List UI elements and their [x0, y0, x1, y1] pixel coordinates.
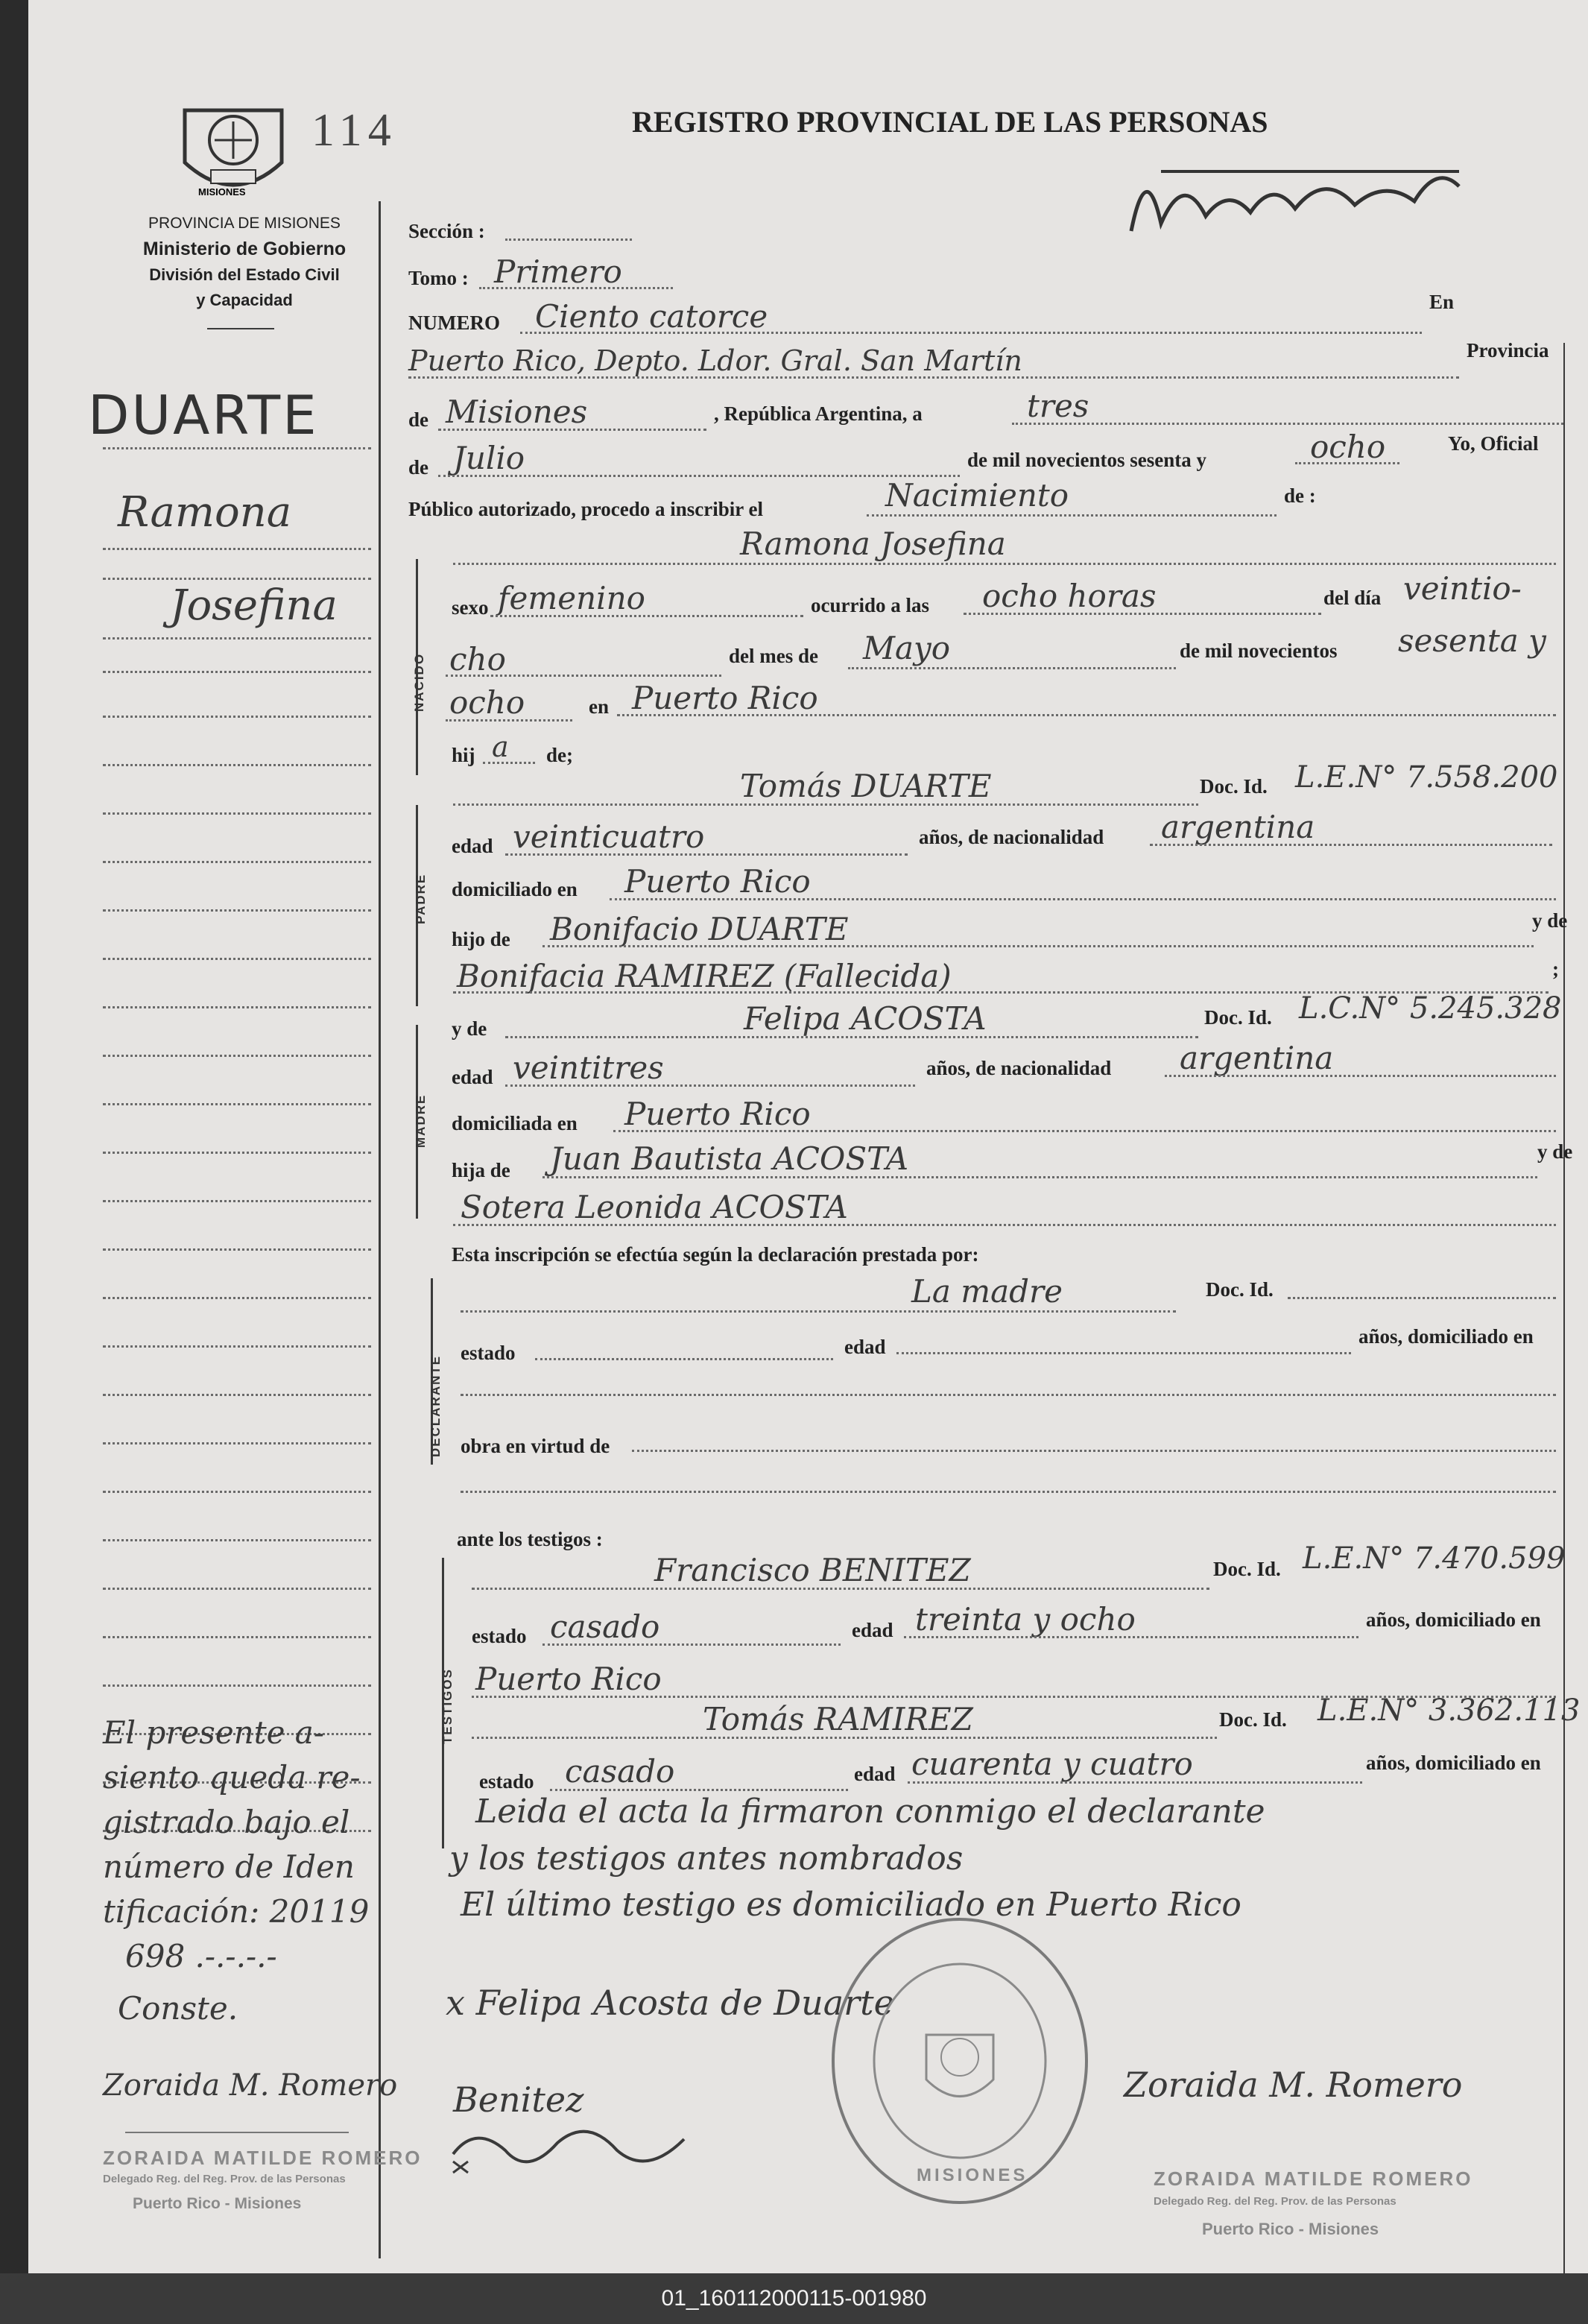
- margin-line: [103, 861, 371, 863]
- doc-id-label-2: Doc. Id.: [1204, 1006, 1272, 1029]
- testigo1-nombre-line: [472, 1588, 1209, 1590]
- obra-label: obra en virtud de: [461, 1435, 610, 1457]
- page-number: 114: [311, 105, 397, 156]
- declarante-edad-line: [896, 1352, 1351, 1354]
- testigo1-doc: L.E.N° 7.470.599: [1303, 1541, 1566, 1576]
- doc-id-label-4: Doc. Id.: [1213, 1558, 1281, 1580]
- estado-line: [535, 1358, 833, 1360]
- margin-line: [103, 1248, 371, 1251]
- padre-dom-line: [610, 898, 1556, 900]
- edad-label-5: edad: [854, 1763, 896, 1785]
- madre-madre: Sotera Leonida ACOSTA: [461, 1189, 848, 1225]
- inscripcion-label: Esta inscripción se efectúa según la declaración prestada por:: [452, 1243, 979, 1266]
- margin-line: [103, 1103, 371, 1105]
- margin-note-line: Conste.: [118, 1990, 238, 2027]
- madre-doc: L.C.N° 5.245.328: [1299, 991, 1562, 1026]
- tomo-label: Tomo :: [408, 267, 469, 289]
- numero-line: [520, 332, 1422, 334]
- margin-note-line: gistrado bajo el: [103, 1804, 350, 1840]
- testigos-label: TESTIGOS: [440, 1668, 455, 1744]
- nombre-line: [453, 563, 1556, 565]
- madre-dom-line: [613, 1130, 1556, 1132]
- doc-id-label-3: Doc. Id.: [1206, 1278, 1274, 1301]
- margin-line: [103, 812, 371, 815]
- seal-label: MISIONES: [198, 186, 246, 198]
- anio-nac-value-1: sesenta y: [1398, 622, 1546, 659]
- testigo2-estado-line: [550, 1789, 848, 1791]
- numero-label: NUMERO: [408, 312, 500, 334]
- nombre-value: Ramona Josefina: [740, 525, 1006, 562]
- margin-line: [103, 671, 371, 673]
- lugar-line: [408, 376, 1459, 379]
- officer-signature: Zoraida M. Romero: [1124, 2065, 1463, 2105]
- declarante-value: La madre: [911, 1273, 1063, 1310]
- edad-label: edad: [452, 835, 493, 857]
- bottom-stamp-place: Puerto Rico - Misiones: [1202, 2220, 1379, 2238]
- testigo2-nombre-line: [472, 1737, 1217, 1739]
- padre-nac-line: [1150, 844, 1552, 846]
- cierre-line-1: Leida el acta la firmaron conmigo el declarante: [475, 1793, 1265, 1831]
- lugar-value: Puerto Rico, Depto. Ldor. Gral. San Martín: [408, 344, 1022, 377]
- margin-line: [103, 1636, 371, 1638]
- testigo1-edad: treinta y ocho: [915, 1601, 1136, 1638]
- margin-line: [103, 1297, 371, 1299]
- margin-line: [103, 1539, 371, 1541]
- margin-line: [103, 1684, 371, 1687]
- provincia-line: [438, 429, 706, 431]
- declarante-doc-line: [1288, 1297, 1556, 1299]
- padre-padre: Bonifacio DUARTE: [550, 911, 849, 947]
- dia-value: tres: [1027, 388, 1089, 424]
- margin-line: [103, 958, 371, 960]
- margin-line: [103, 1588, 371, 1590]
- provincial-seal-icon: [170, 95, 297, 200]
- dia-nac-value-1: veintio-: [1403, 570, 1522, 607]
- margin-rule: [379, 201, 381, 2258]
- en-lbl: en: [589, 695, 609, 718]
- agency-capacity: y Capacidad: [196, 291, 293, 309]
- anos-dom-label: años, domiciliado en: [1358, 1325, 1534, 1348]
- seccion-label: Sección :: [408, 220, 485, 242]
- domiciliada-label: domiciliada en: [452, 1112, 578, 1134]
- dia-nac-value-2: cho: [449, 641, 506, 678]
- testigo1-estado-line: [542, 1643, 841, 1646]
- anos-dom-label-3: años, domiciliado en: [1366, 1752, 1541, 1774]
- anio-line: [1295, 462, 1399, 464]
- anos-nac-label-2: años, de nacionalidad: [926, 1057, 1112, 1079]
- testigo1-estado: casado: [550, 1608, 660, 1645]
- dia-line: [1012, 423, 1563, 425]
- estado-label-2: estado: [472, 1625, 527, 1647]
- padre-edad-line: [505, 853, 908, 856]
- padre-edad: veinticuatro: [513, 818, 705, 855]
- testigo2-estado: casado: [565, 1753, 675, 1790]
- mes-line: [438, 475, 960, 477]
- tomo-line: [479, 287, 673, 289]
- republica-label: , República Argentina, a: [714, 402, 923, 425]
- semicolon: ;: [1552, 958, 1559, 980]
- margin-name2: Josefina: [170, 581, 338, 630]
- padre-doc: L.E.N° 7.558.200: [1295, 760, 1558, 795]
- anio-nac-line: [446, 719, 572, 721]
- padre-nombre-line: [453, 803, 1198, 806]
- padre-nac: argentina: [1161, 809, 1315, 845]
- obra-line-2: [461, 1491, 1556, 1493]
- witness-signature: Benitez: [453, 2080, 584, 2120]
- hijo-de-label: hijo de: [452, 928, 510, 950]
- margin-line: [103, 909, 371, 912]
- margin-line: [103, 548, 371, 550]
- provincia-label: Provincia: [1467, 339, 1549, 361]
- margin-surname: DUARTE: [88, 384, 319, 446]
- margin-line: [103, 1394, 371, 1396]
- madre-nombre-line: [505, 1036, 1198, 1038]
- en-label: En: [1429, 291, 1455, 313]
- padre-label: PADRE: [414, 873, 428, 924]
- del-dia-label: del día: [1323, 587, 1382, 609]
- testigo2-edad: cuarenta y cuatro: [911, 1746, 1193, 1782]
- anos-nac-label: años, de nacionalidad: [919, 826, 1104, 848]
- mes-nac-line: [848, 667, 1176, 669]
- publico-label: Público autorizado, procedo a inscribir el: [408, 498, 763, 520]
- madre-nac: argentina: [1180, 1040, 1334, 1076]
- lugar-nac-line: [617, 714, 1556, 716]
- margin-line: [103, 1442, 371, 1444]
- madre-nombre: Felipa ACOSTA: [744, 1000, 987, 1037]
- testigo1-nombre: Francisco BENITEZ: [654, 1552, 971, 1588]
- document-page: [28, 0, 1588, 2273]
- madre-label: MADRE: [414, 1093, 428, 1148]
- padre-nombre: Tomás DUARTE: [740, 768, 992, 804]
- margin-line: [103, 1345, 371, 1348]
- de-mil-label: de mil novecientos sesenta y: [967, 449, 1206, 471]
- margin-line: [103, 578, 371, 580]
- acto-value: Nacimiento: [885, 477, 1069, 514]
- mother-signature: x Felipa Acosta de Duarte: [446, 1983, 894, 2023]
- mes-nac-value: Mayo: [863, 630, 951, 666]
- madre-edad-line: [505, 1084, 915, 1087]
- declarante-label: DECLARANTE: [428, 1354, 443, 1457]
- tomo-value: Primero: [494, 253, 622, 290]
- margin-line: [103, 447, 371, 449]
- ante-testigos-label: ante los testigos :: [457, 1528, 603, 1550]
- sexo-value: femenino: [498, 580, 645, 616]
- agency-province: PROVINCIA DE MISIONES: [148, 215, 341, 232]
- de-semicolon-label: de;: [546, 744, 573, 766]
- dia-nac-line: [446, 675, 721, 677]
- sexo-line: [490, 615, 803, 617]
- madre-edad: veintitres: [513, 1049, 664, 1086]
- bottom-stamp-name: ZORAIDA MATILDE ROMERO: [1154, 2167, 1473, 2190]
- edad-label-2: edad: [452, 1066, 493, 1088]
- right-rule: [1563, 343, 1565, 2281]
- madre-madre-line: [453, 1224, 1556, 1226]
- ocurrido-label: ocurrido a las: [811, 594, 929, 616]
- mes-value: Julio: [453, 440, 525, 476]
- agency-ministry: Ministerio de Gobierno: [142, 239, 347, 259]
- de-label-2: de: [408, 456, 428, 479]
- declarante-dom-line: [461, 1394, 1556, 1396]
- bottom-stamp-title: Delegado Reg. del Reg. Prov. de las Personas: [1154, 2195, 1396, 2208]
- lugar-nac-value: Puerto Rico: [632, 680, 818, 716]
- margin-line: [103, 1152, 371, 1154]
- doc-id-label-5: Doc. Id.: [1219, 1708, 1287, 1731]
- hija-de-label: hija de: [452, 1159, 510, 1181]
- testigo2-nombre: Tomás RAMIREZ: [703, 1701, 973, 1737]
- yo-oficial-label: Yo, Oficial: [1448, 432, 1539, 455]
- cierre-line-2: y los testigos antes nombrados: [449, 1840, 964, 1878]
- testigo1-dom: Puerto Rico: [475, 1661, 662, 1697]
- margin-line: [103, 637, 371, 640]
- testigo2-edad-line: [908, 1781, 1362, 1784]
- sexo-label: sexo: [452, 596, 489, 619]
- anio-value: ocho: [1310, 429, 1386, 465]
- estado-label: estado: [461, 1342, 516, 1364]
- margin-line: [103, 1491, 371, 1493]
- testigo2-doc: L.E.N° 3.362.113: [1317, 1693, 1581, 1728]
- de-mil-2-label: de mil novecientos: [1180, 640, 1338, 662]
- madre-nac-line: [1165, 1075, 1556, 1077]
- witness-signature-2: [446, 2109, 714, 2191]
- declarante-line: [461, 1310, 1176, 1313]
- seccion-line: [505, 239, 632, 241]
- domiciliado-label: domiciliado en: [452, 878, 578, 900]
- padre-dom: Puerto Rico: [624, 863, 811, 900]
- provincia-value: Misiones: [446, 394, 588, 430]
- estado-label-3: estado: [479, 1770, 534, 1793]
- y-de-label-2: y de: [452, 1017, 487, 1040]
- margin-stamp-place: Puerto Rico - Misiones: [133, 2195, 302, 2212]
- margin-name1: Ramona: [118, 488, 292, 537]
- edad-label-3: edad: [844, 1336, 886, 1358]
- hora-value: ocho horas: [982, 578, 1157, 614]
- nacido-label: NACIDO: [412, 652, 426, 712]
- margin-signature: Zoraida M. Romero: [103, 2068, 398, 2103]
- margin-line: [103, 716, 371, 718]
- anos-dom-label-2: años, domiciliado en: [1366, 1608, 1541, 1631]
- hij-label: hij: [452, 744, 475, 766]
- hij-line: [483, 762, 535, 764]
- numero-value: Ciento catorce: [535, 298, 768, 335]
- hora-line: [964, 613, 1321, 615]
- margin-line: [103, 1055, 371, 1057]
- madre-dom: Puerto Rico: [624, 1096, 811, 1132]
- image-id-footer: 01_160112000115-001980: [0, 2273, 1588, 2324]
- doc-id-label: Doc. Id.: [1200, 775, 1268, 798]
- y-de-label-3: y de: [1537, 1140, 1573, 1163]
- del-mes-label: del mes de: [729, 645, 818, 667]
- margin-note-line: número de Iden: [103, 1848, 355, 1885]
- de-label: de: [408, 408, 428, 431]
- margin-line: [103, 764, 371, 766]
- obra-line: [632, 1450, 1556, 1452]
- officer-signature-top: [1116, 142, 1474, 253]
- margin-sign-line: [125, 2132, 349, 2133]
- agency-division: División del Estado Civil: [149, 265, 340, 284]
- agency-divider: [207, 328, 274, 329]
- margin-note-line: 698 .-.-.-.-: [125, 1938, 277, 1974]
- document-title: REGISTRO PROVINCIAL DE LAS PERSONAS: [632, 105, 1268, 139]
- margin-line: [103, 1200, 371, 1202]
- seal-bottom-text: MISIONES: [917, 2165, 1028, 2185]
- padre-padre-line: [542, 945, 1534, 947]
- hij-suffix: a: [492, 730, 509, 763]
- margin-line: [103, 1006, 371, 1008]
- madre-padre: Juan Bautista ACOSTA: [550, 1140, 909, 1177]
- madre-padre-line: [542, 1176, 1537, 1178]
- margin-stamp-name: ZORAIDA MATILDE ROMERO: [103, 2147, 423, 2169]
- margin-note-line: El presente a-: [103, 1714, 325, 1751]
- y-de-label: y de: [1532, 909, 1568, 932]
- padre-madre: Bonifacia RAMIREZ (Fallecida): [457, 958, 952, 994]
- margin-note-line: tificación: 20119: [103, 1893, 370, 1930]
- margin-note-line: siento queda re-: [103, 1759, 361, 1796]
- de-colon-label: de :: [1284, 484, 1316, 507]
- cierre-line-3: El último testigo es domiciliado en Puerto Rico: [461, 1886, 1241, 1924]
- margin-stamp-title: Delegado Reg. del Reg. Prov. de las Personas: [103, 2173, 346, 2185]
- anio-nac-value-2: ocho: [449, 684, 525, 721]
- acto-line: [867, 514, 1277, 517]
- edad-label-4: edad: [852, 1619, 893, 1641]
- testigo1-edad-line: [904, 1636, 1358, 1638]
